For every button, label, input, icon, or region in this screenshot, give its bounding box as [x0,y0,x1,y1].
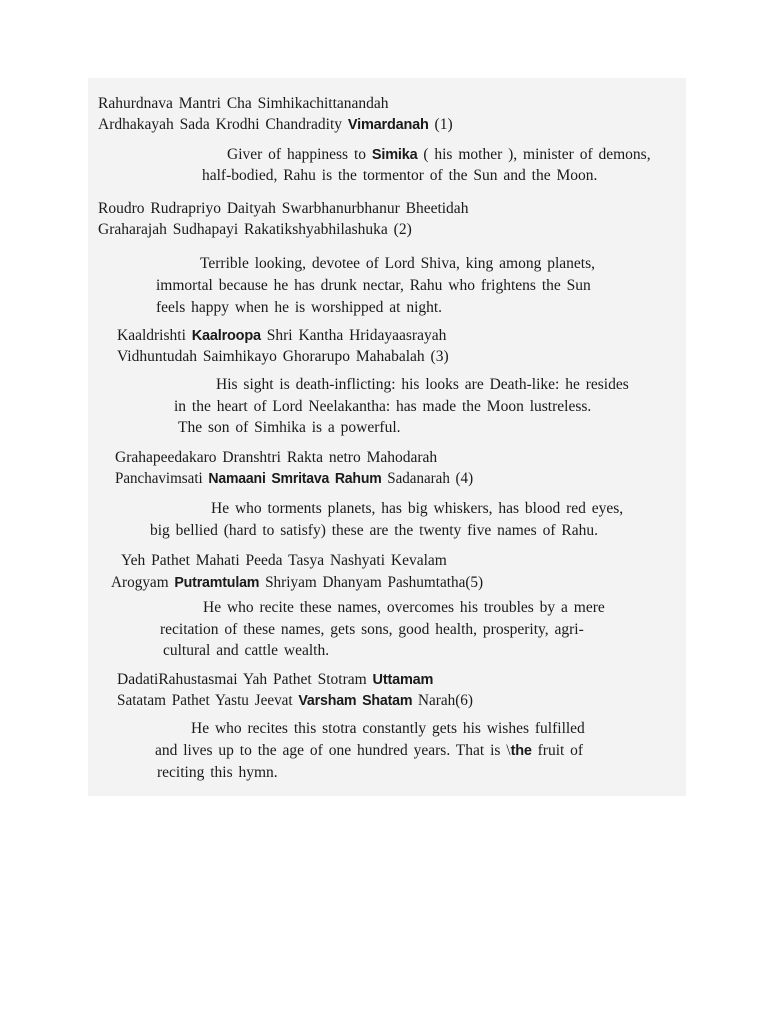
bold-term: Kaalroopa [191,328,261,344]
translation-1-line-2 [202,166,597,186]
text-run: Vidhuntudah Saimhikayo Ghorarupo Mahabalah (3) [117,348,449,365]
verse-3-line-2 [117,347,449,367]
text-run: Panchavimsati [115,470,209,487]
text-run: feels happy when he is worshipped at night. [156,299,443,316]
text-run: Grahapeedakaro Dranshtri Rakta netro Mahodarah [115,449,438,466]
translation-3-line-2 [174,397,591,417]
verse-5-line-1 [121,551,447,571]
text-run: DadatiRahustasmai Yah Pathet Stotram [117,671,373,688]
text-run: The son of Simhika is a powerful. [178,419,401,436]
text-run: Yeh Pathet Mahati Peeda Tasya Nashyati Kevalam [121,552,447,569]
text-run: Terrible looking, devotee of Lord Shiva, king among planets, [200,255,596,272]
bold-term: Simika [371,147,418,163]
text-run: Roudro Rudrapriyo Daityah Swarbhanurbhanur Bheetidah [98,200,469,217]
verse-1-line-1 [98,94,389,114]
translation-6-line-1 [191,719,585,739]
text-run: Giver of happiness to [227,146,372,163]
translation-5-line-3 [163,641,329,661]
bold-term: Namaani Smritava Rahum [208,471,382,487]
bold-term: Vimardanah [347,117,429,133]
translation-3-line-3 [178,418,401,438]
text-run: Satatam Pathet Yastu Jeevat [117,692,299,709]
text-run: He who torments planets, has big whiskers, has blood red eyes, [211,500,624,517]
text-run: big bellied (hard to satisfy) these are the twenty five names of Rahu. [150,522,598,539]
translation-4-line-1 [211,499,623,519]
text-run: half-bodied, Rahu is the tormentor of the Sun and the Moon. [202,167,598,184]
text-run: and lives up to the age of one hundred years. That is \ [155,742,511,759]
translation-3-line-1 [216,375,629,395]
text-run: Kaaldrishti [117,327,192,344]
text-run: Rahurdnava Mantri Cha Simhikachittanandah [98,95,389,112]
text-run: Shri Kantha Hridayaasrayah [260,327,447,344]
bold-term: the [510,743,532,759]
text-run: in the heart of Lord Neelakantha: has made the Moon lustreless. [174,398,592,415]
text-run: recitation of these names, gets sons, good health, prosperity, agri- [160,621,584,638]
translation-1-line-1 [227,145,651,165]
text-run: cultural and cattle wealth. [163,642,330,659]
verse-2-line-1 [98,199,468,219]
translation-2-line-3 [156,298,442,318]
text-run: immortal because he has drunk nectar, Rahu who frightens the Sun [156,277,591,294]
translation-6-line-3 [157,763,278,783]
translation-2-line-2 [156,276,591,296]
text-run: His sight is death-inflicting: his looks are Death-like: he resides [216,376,629,393]
bold-term: Uttamam [372,672,434,688]
text-run: Shriyam Dhanyam Pashumtatha(5) [259,574,484,591]
verse-3-line-1 [117,326,446,346]
text-run: fruit of [531,742,584,759]
verse-5-line-2 [111,573,483,593]
text-run: (1) [428,116,453,133]
text-run: Graharajah Sudhapayi Rakatikshyabhilashuka (2) [98,221,412,238]
text-run: Narah(6) [412,692,473,709]
verse-6-line-2 [117,691,473,711]
bold-term: Varsham Shatam [298,693,413,709]
text-run: Ardhakayah Sada Krodhi Chandradity [98,116,348,133]
text-run: reciting this hymn. [157,764,278,781]
translation-5-line-2 [160,620,584,640]
verse-2-line-2 [98,220,412,240]
verse-4-line-2 [115,469,473,489]
text-run: He who recites this stotra constantly gets his wishes fulfilled [191,720,585,737]
text-run: He who recite these names, overcomes his troubles by a mere [203,599,605,616]
text-run: Arogyam [111,574,175,591]
bold-term: Putramtulam [174,575,260,591]
translation-5-line-1 [203,598,605,618]
translation-2-line-1 [200,254,595,274]
verse-4-line-1 [115,448,437,468]
verse-6-line-1 [117,670,433,690]
translation-4-line-2 [150,521,598,541]
translation-6-line-2 [155,741,583,761]
text-run: ( his mother ), minister of demons, [417,146,651,163]
text-run: Sadanarah (4) [381,470,474,487]
verse-1-line-2 [98,115,453,135]
